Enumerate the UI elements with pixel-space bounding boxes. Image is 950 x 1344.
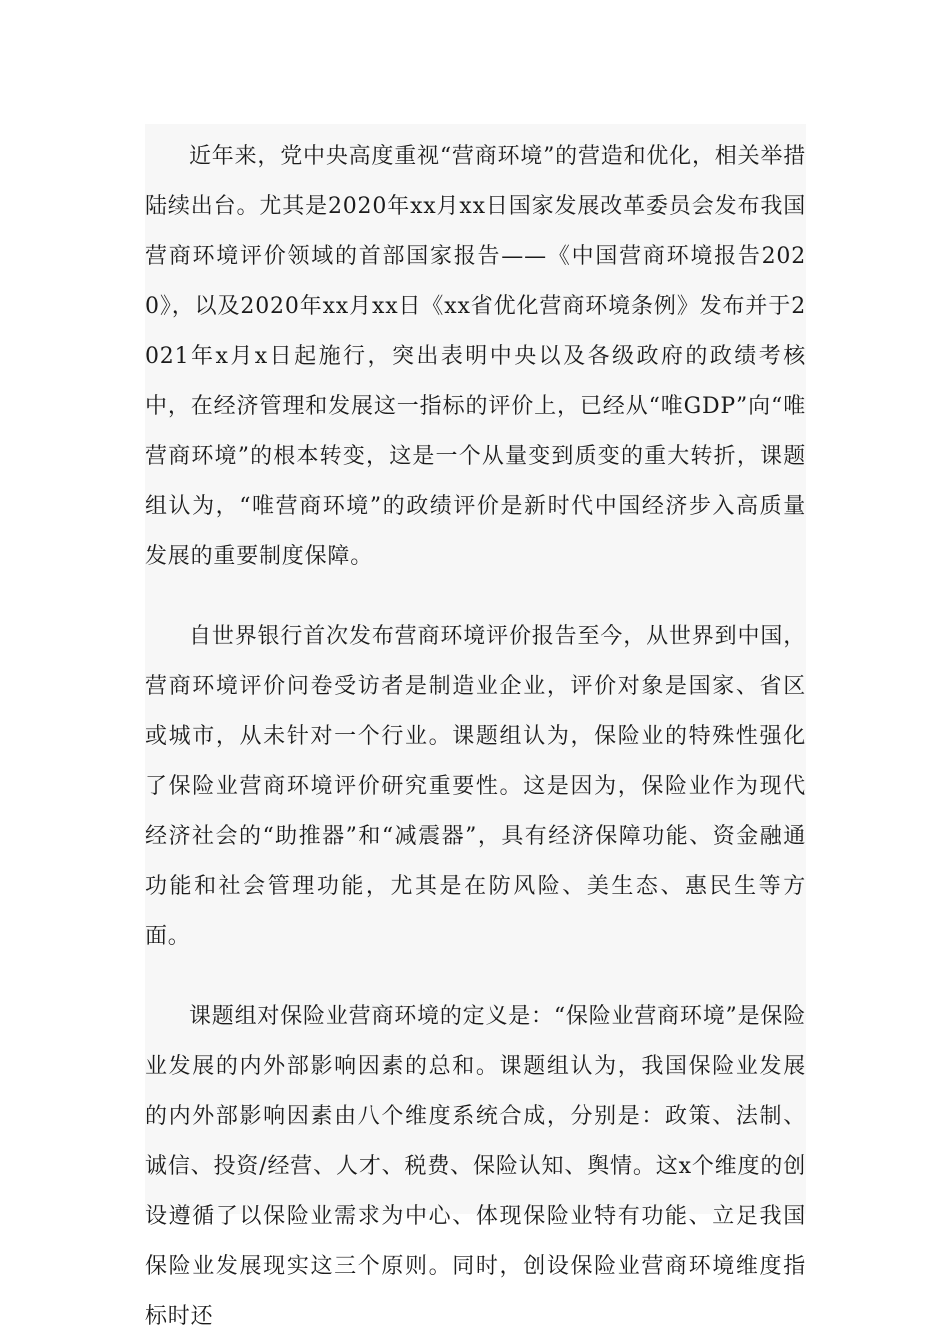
paragraph-3: 课题组对保险业营商环境的定义是：“保险业营商环境”是保险业发展的内外部影响因素的总和。课题组认为，我国保险业发展的内外部影响因素由八个维度系统合成，分别是：政策、法制、诚信、投资/经营、人才、税费、保险认知、舆情。这x个维度的创设遵循了以保险业需求为中心、体现保险业特有功能、立足我国保险业发展现实这三个原则。同时，创设保险业营商环境维度指标时还 bbox=[145, 1004, 806, 1329]
paragraph-1: 近年来，党中央高度重视“营商环境”的营造和优化，相关举措陆续出台。尤其是2020年xx月xx日国家发展改革委员会发布我国营商环境评价领域的首部国家报告——《中国营商环境报告2020》，以及2020年xx月xx日《xx省优化营商环境条例》发布并于2021年x月x日起施行，突出表明中央以及各级政府的政绩考核中，在经济管理和发展这一指标的评价上，已经从“唯GDP”向“唯营商环境”的根本转变，这是一个从量变到质变的重大转折，课题组认为，“唯营商环境”的政绩评价是新时代中国经济步入高质量发展的重要制度保障。 bbox=[145, 144, 806, 569]
paragraph-2: 自世界银行首次发布营商环境评价报告至今，从世界到中国，营商环境评价问卷受访者是制造业企业，评价对象是国家、省区或城市，从未针对一个行业。课题组认为，保险业的特殊性强化了保险业营商环境评价研究重要性。这是因为，保险业作为现代经济社会的“助推器”和“减震器”，具有经济保障功能、资金融通功能和社会管理功能，尤其是在防风险、美生态、惠民生等方面。 bbox=[145, 624, 806, 949]
document-body bbox=[145, 124, 806, 1329]
